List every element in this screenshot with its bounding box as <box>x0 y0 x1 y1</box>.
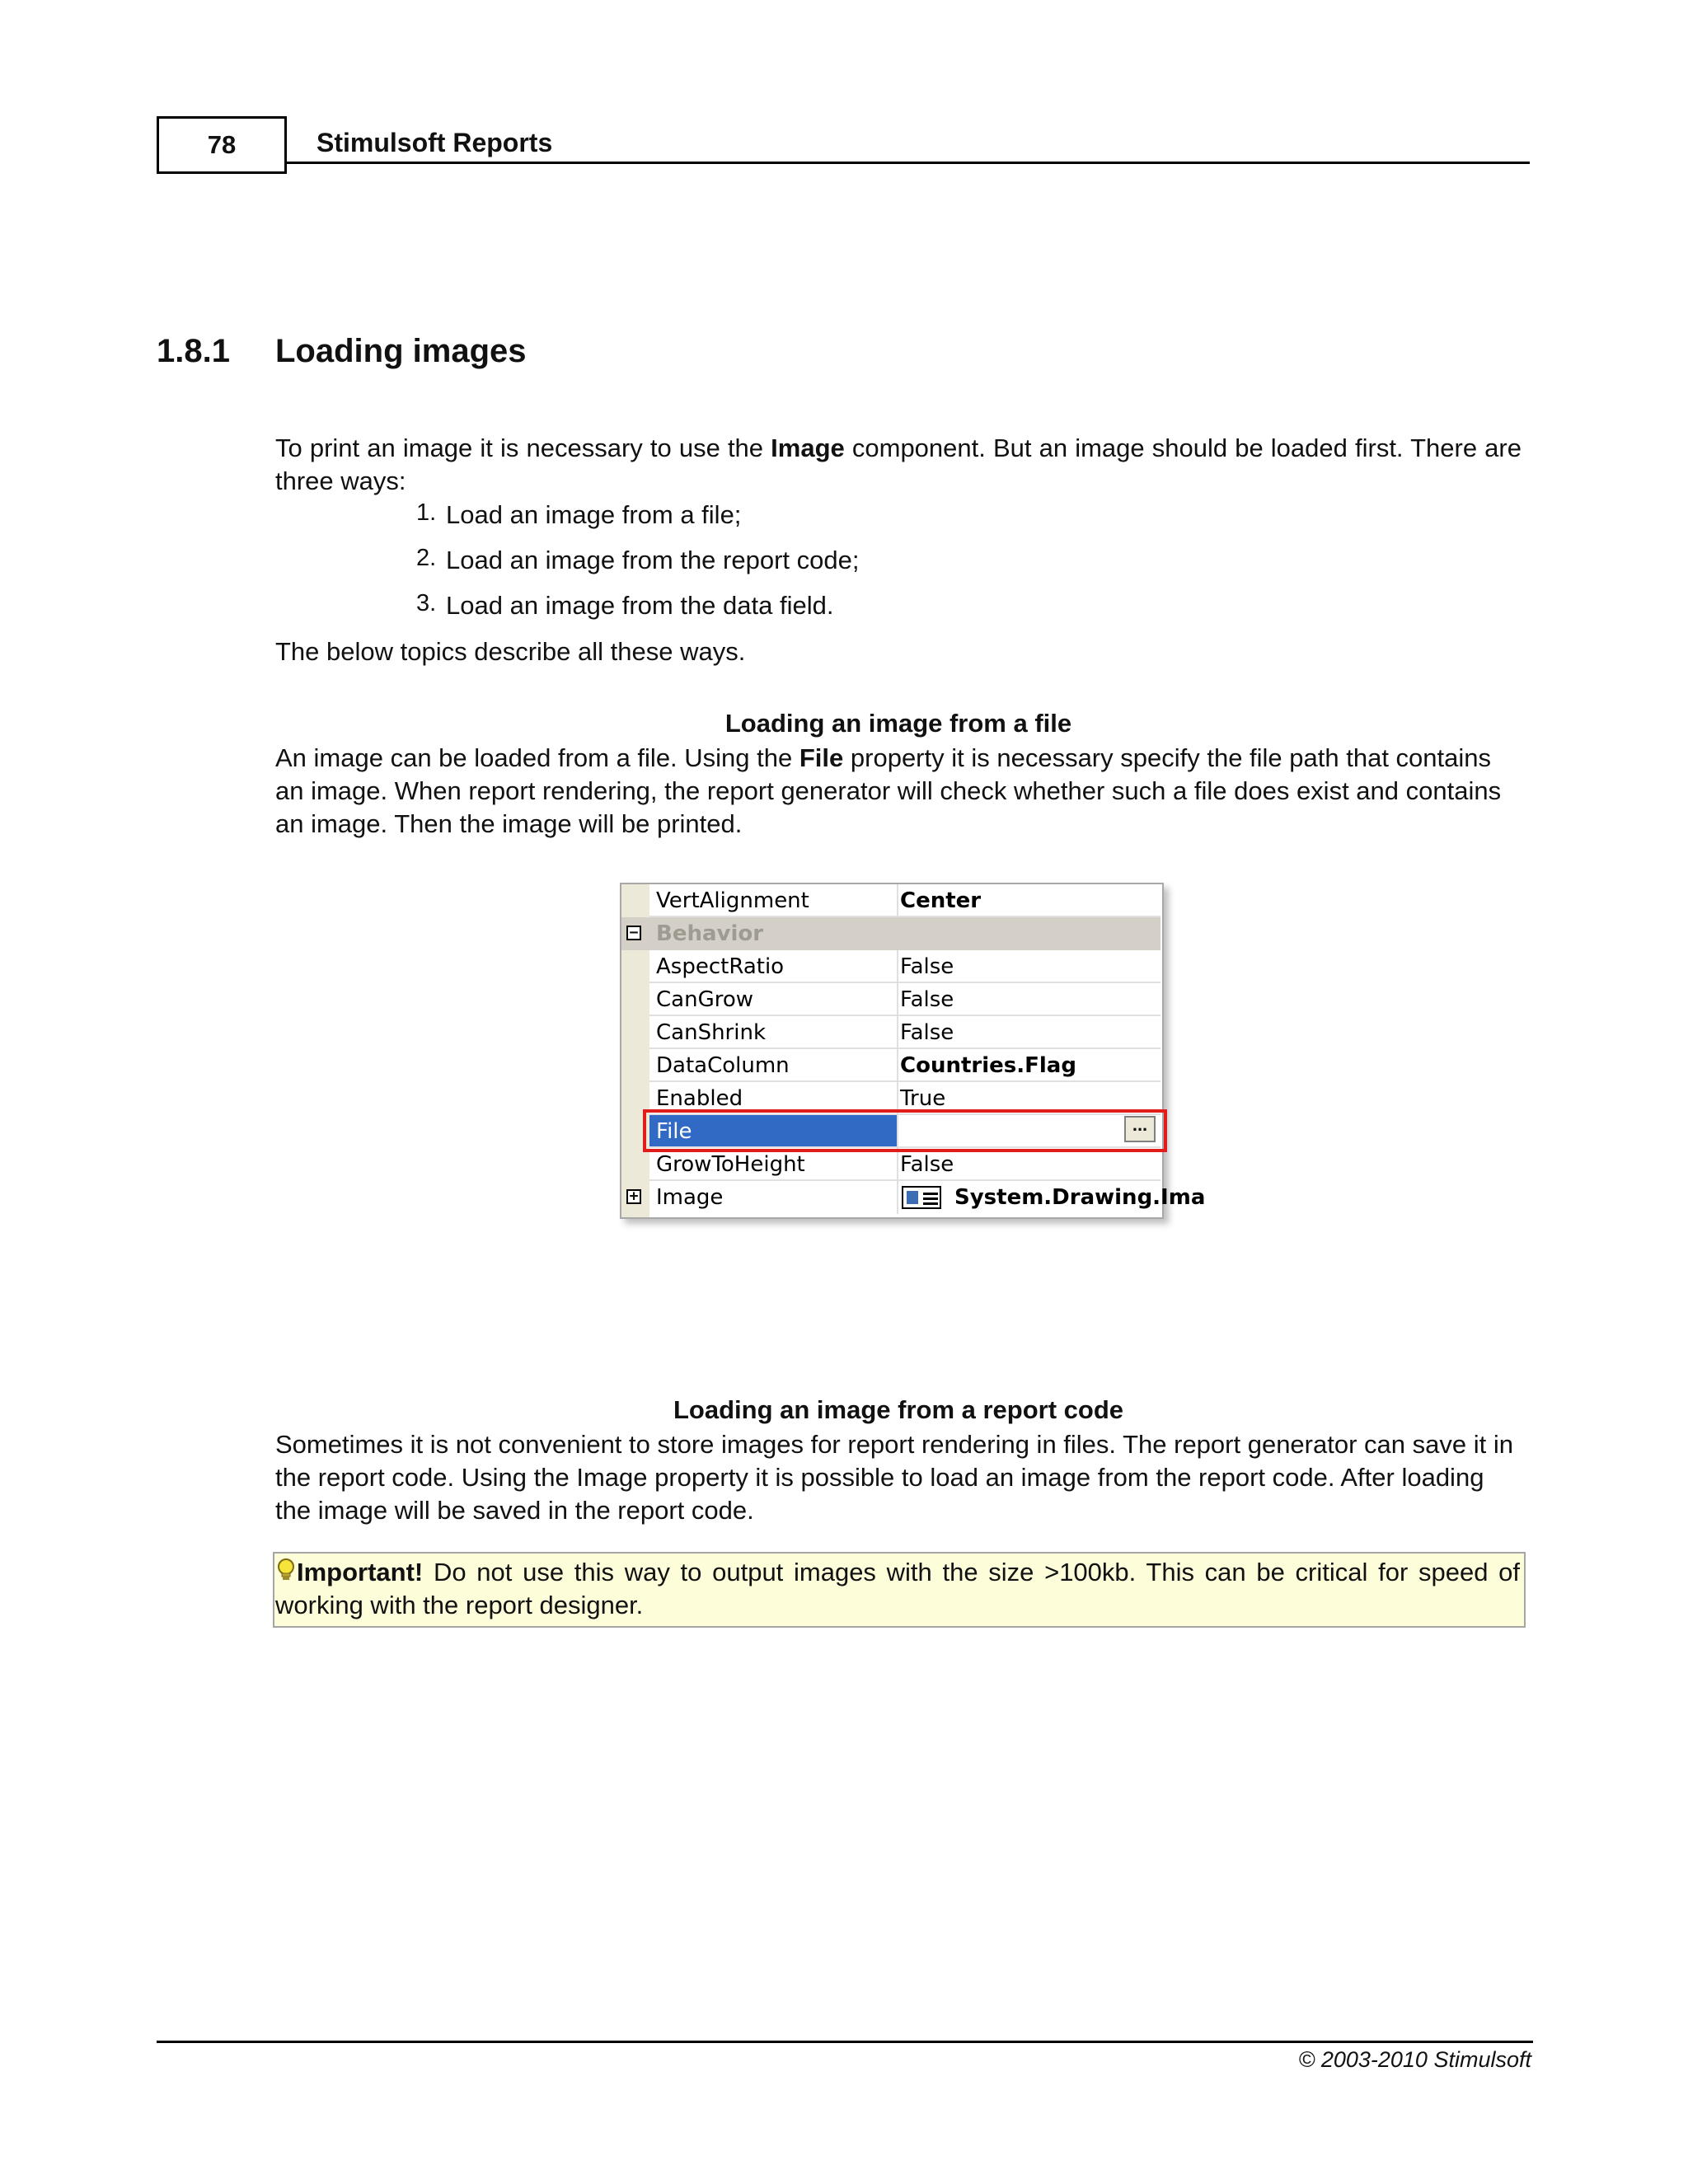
header-title: Stimulsoft Reports <box>316 128 553 157</box>
property-value: False <box>900 1152 954 1177</box>
list-item <box>416 499 741 530</box>
footer-copyright: © 2003-2010 Stimulsoft <box>1298 2047 1531 2072</box>
browse-file-button[interactable]: ... <box>1124 1116 1156 1142</box>
file-bold: File <box>799 743 844 772</box>
intro-text-a: To print an image it is necessary to use the <box>275 434 771 462</box>
property-row[interactable] <box>649 884 1160 917</box>
category-name: Behavior <box>656 921 764 946</box>
list-number: 2. <box>416 545 437 571</box>
list-text: Load an image from the report code; <box>446 546 860 574</box>
property-value: False <box>900 1020 954 1045</box>
property-row[interactable] <box>649 1049 1160 1082</box>
image-icon <box>902 1186 941 1209</box>
property-name: DataColumn <box>656 1053 790 1078</box>
subheading-file: Loading an image from a file <box>724 709 1072 738</box>
file-text-b: property it is necessary specify the file path that contains an image. When report rendering, the report generator will check whether such a file does exist and contains an image. Then the image will be printed. <box>275 743 1502 838</box>
property-value: True <box>900 1086 946 1111</box>
topics-paragraph: The below topics describe all these ways. <box>275 637 746 666</box>
property-value: False <box>900 954 954 979</box>
file-text-a: An image can be loaded from a file. Using the <box>275 743 799 772</box>
page-number <box>157 116 287 174</box>
property-name: VertAlignment <box>656 888 809 913</box>
file-paragraph <box>275 742 1522 841</box>
property-row[interactable] <box>649 1148 1160 1181</box>
collapse-icon[interactable]: − <box>626 926 641 940</box>
report-code-paragraph: Sometimes it is not convenient to store images for report rendering in files. The report generator can save it in the report code. Using the Image property it is possible to load an image from the report code. After loading the image will be saved in the report code. <box>275 1430 1513 1525</box>
property-row[interactable] <box>649 983 1160 1016</box>
list-number: 3. <box>416 590 437 616</box>
property-value: Center <box>900 888 982 913</box>
property-name: GrowToHeight <box>656 1152 805 1177</box>
property-value: System.Drawing.Ima <box>954 1185 1206 1210</box>
property-row[interactable] <box>649 1016 1160 1049</box>
list-item <box>416 545 859 575</box>
intro-paragraph <box>275 432 1522 498</box>
highlight-frame <box>643 1109 1167 1152</box>
expand-icon[interactable]: + <box>626 1189 641 1204</box>
footer-rule <box>157 2041 1533 2043</box>
property-name: Enabled <box>656 1086 743 1111</box>
property-grid <box>620 883 1206 1219</box>
property-name: Image <box>656 1185 724 1210</box>
list-number: 1. <box>416 499 437 526</box>
header-rule <box>287 162 1530 164</box>
intro-bold-image: Image <box>771 434 845 462</box>
page-number-text: 78 <box>207 130 237 159</box>
lightbulb-icon <box>275 1558 297 1582</box>
property-row[interactable] <box>649 1181 1206 1214</box>
section-title: Loading images <box>275 333 527 369</box>
subheading-report-code: Loading an image from a report code <box>673 1395 1124 1424</box>
category-row-behavior[interactable] <box>621 917 1160 950</box>
note-bold: Important! <box>297 1558 424 1586</box>
property-row[interactable] <box>649 950 1160 983</box>
property-value: False <box>900 987 954 1012</box>
list-item <box>416 590 833 621</box>
section-number: 1.8.1 <box>157 333 230 369</box>
property-name: File <box>656 1119 692 1144</box>
list-text: Load an image from the data field. <box>446 591 834 620</box>
list-text: Load an image from a file; <box>446 500 742 529</box>
property-name: CanGrow <box>656 987 754 1012</box>
property-name: AspectRatio <box>656 954 785 979</box>
note-text <box>275 1556 1520 1622</box>
note-body: Do not use this way to output images with the size >100kb. This can be critical for speed of working with the report designer. <box>275 1558 1520 1619</box>
property-value: Countries.Flag <box>900 1053 1076 1078</box>
property-name: CanShrink <box>656 1020 766 1045</box>
intro-text-b: component. But an image should be loaded first. There are three ways: <box>275 434 1522 495</box>
